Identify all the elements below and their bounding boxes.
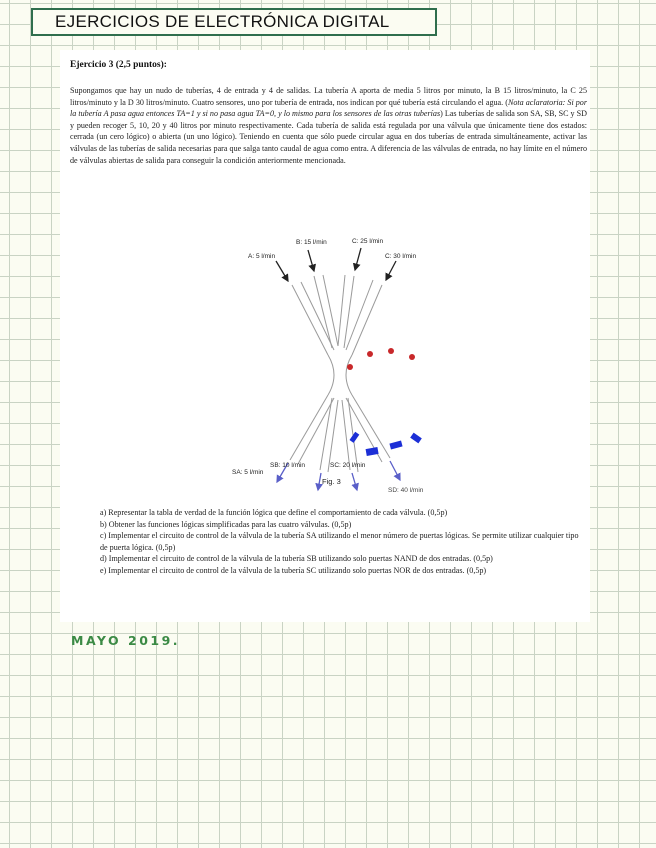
valve-sa bbox=[349, 432, 359, 443]
sensors bbox=[347, 348, 415, 370]
page-title: EJERCICIOS DE ELECTRÓNICA DIGITAL bbox=[31, 8, 437, 36]
sensor-b bbox=[367, 351, 373, 357]
label-d: C: 30 l/min bbox=[385, 253, 417, 260]
inlet-pipes bbox=[292, 275, 382, 355]
label-a: A: 5 l/min bbox=[248, 253, 276, 260]
label-c: C: 25 l/min bbox=[352, 238, 384, 245]
figure-caption: Fig. 3 bbox=[322, 477, 341, 486]
handwritten-date: MAYO 2019. bbox=[71, 633, 181, 648]
valve-sc bbox=[389, 441, 402, 450]
sensor-a bbox=[347, 364, 353, 370]
label-sb: SB: 10 l/min bbox=[270, 462, 306, 469]
inlet-arrows bbox=[276, 248, 396, 281]
valves bbox=[349, 432, 421, 456]
exercise-statement bbox=[70, 85, 587, 166]
question-d: d) Implementar el circuito de control de la válvula de la tubería SB utilizando solo puertas NAND de dos entradas. (0,5p) bbox=[100, 554, 493, 564]
sensor-d bbox=[409, 354, 415, 360]
exercise-title: Ejercicio 3 (2,5 puntos): bbox=[70, 60, 167, 70]
exercise-sheet bbox=[60, 50, 590, 622]
statement-note: Nota aclaratoria: Si por la tubería A pasa agua entonces TA=1 y si no pasa agua TA=0, y lo mismo para los sensores de las otras tuberías bbox=[70, 97, 588, 119]
valve-sd bbox=[410, 433, 422, 444]
pipe-junction-diagram bbox=[210, 230, 440, 495]
question-a: a) Representar la tabla de verdad de la función lógica que define el comportamiento de cada válvula. (0,5p) bbox=[100, 508, 448, 517]
label-sd: SD: 40 l/min bbox=[388, 487, 424, 494]
label-b: B: 15 l/min bbox=[296, 239, 327, 246]
question-e: e) Implementar el circuito de control de la válvula de la tubería SC utilizando solo puertas NOR de dos entradas. (0,5p) bbox=[100, 565, 487, 575]
label-sc: SC: 20 l/min bbox=[330, 462, 366, 469]
statement-part-1: Supongamos que hay un nudo de tuberías, 4 de entrada y 4 de salidas. La tubería A aporta de media 5 litros por minuto, la B 15 litros/minuto, la C 25 litros/minuto y la D 30 litros/minuto. Cuatro sensores, uno por tubería de entrada, nos indican por qué tubería está circulando el agua. ( bbox=[70, 86, 587, 107]
question-list bbox=[100, 507, 580, 577]
label-sa: SA: 5 l/min bbox=[232, 469, 264, 476]
question-b: b) Obtener las funciones lógicas simplificadas para las cuatro válvulas. (0,5p) bbox=[100, 519, 352, 529]
outlet-pipes bbox=[290, 395, 390, 472]
question-c: c) Implementar el circuito de control de la válvula de la tubería SA utilizando el menor número de puertas lógicas. Se permite utilizar cualquier tipo de puerta lógica. (0,5p) bbox=[100, 531, 579, 552]
sensor-c bbox=[388, 348, 394, 354]
statement-part-2: ) Las tuberías de salida son SA, SB, SC y SD y pueden recoger 5, 10, 20 y 40 litros por minuto respectivamente. Cada tubería de salida está regulada por una válvula que únicamente tiene dos estados: cerrada (un cero lógico) o abierta (un uno lógico). Teniendo en cuenta que sólo puede circular agua en dos tuberías de entrada simultáneamente, activar las válvulas de las tuberías de salida necesarias para que salga tanto caudal de agua como entra. A diferencia de las válvulas de entrada, no hay límite en el número de válvulas abiertas de salida para conseguir la condición anteriormente mencionada. bbox=[70, 109, 587, 165]
valve-sb bbox=[366, 447, 379, 456]
